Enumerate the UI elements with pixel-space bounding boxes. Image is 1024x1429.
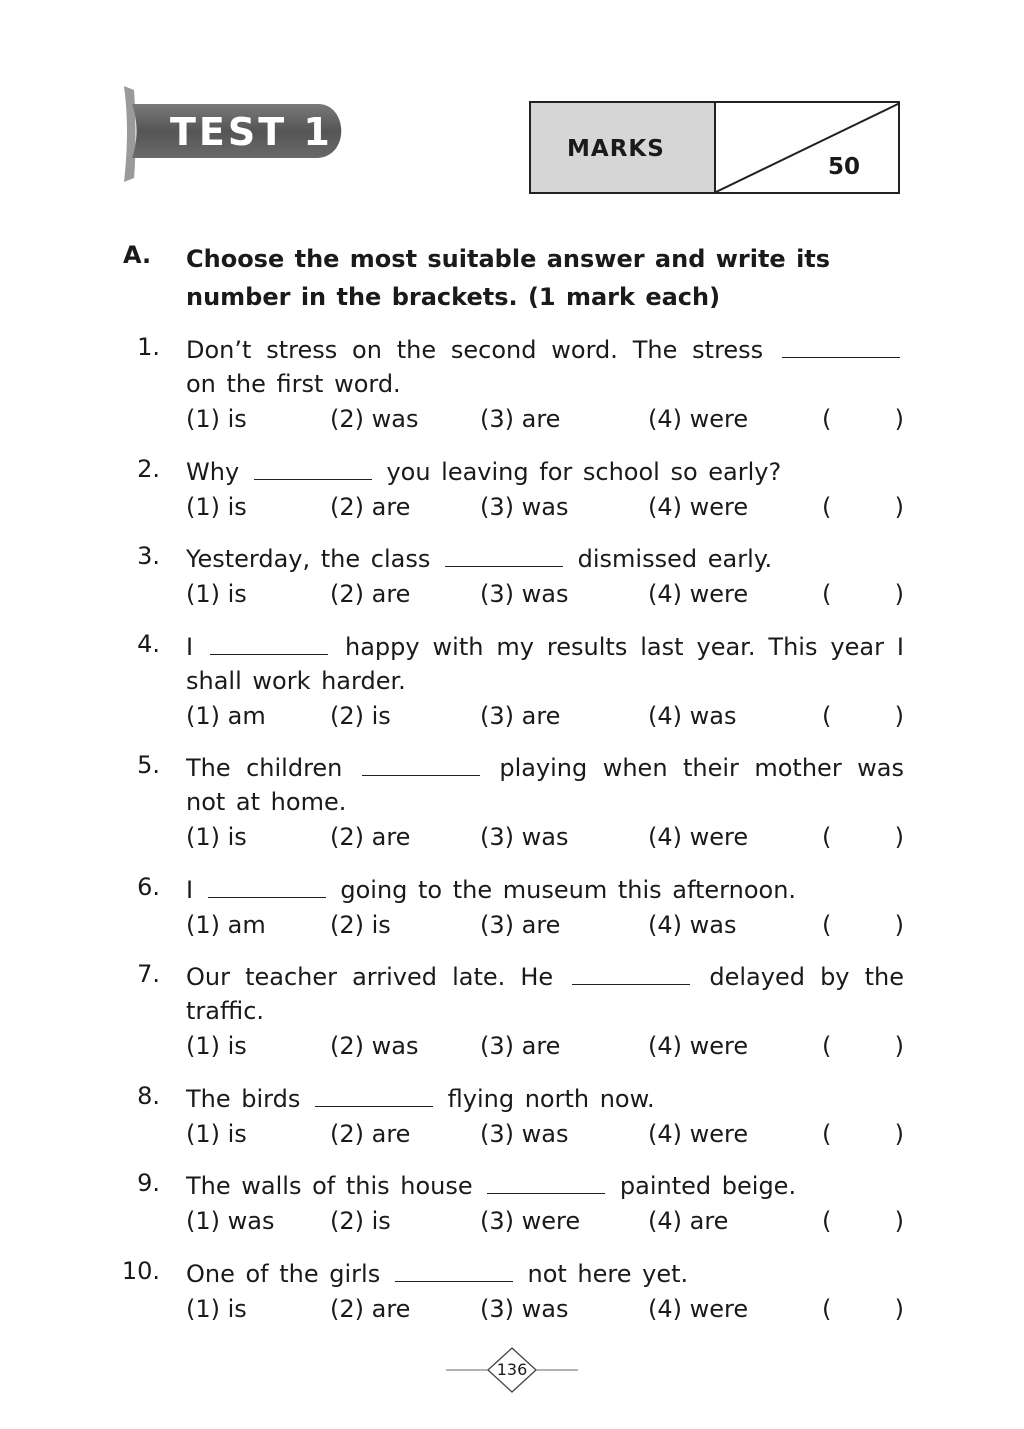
question-text-after: going to the museum this afternoon. bbox=[340, 876, 797, 904]
test-title-banner bbox=[118, 86, 354, 182]
question-text bbox=[186, 630, 904, 698]
question-text-after: painted beige. bbox=[619, 1172, 797, 1200]
answer-option: (4) were bbox=[648, 1119, 749, 1148]
question-text-before: Our teacher arrived late. He bbox=[186, 963, 554, 991]
answer-option: (2) is bbox=[330, 910, 391, 939]
question-text bbox=[186, 333, 904, 401]
question-number: 4. bbox=[137, 630, 160, 658]
question-text bbox=[186, 542, 904, 576]
answer-blank[interactable] bbox=[445, 544, 563, 567]
question-text bbox=[186, 455, 904, 489]
page-number: 136 bbox=[496, 1360, 528, 1379]
question-number: 5. bbox=[137, 751, 160, 779]
answer-blank[interactable] bbox=[254, 457, 372, 480]
answer-blank[interactable] bbox=[210, 632, 328, 655]
answer-option: (2) are bbox=[330, 1294, 411, 1323]
bracket-open: ( bbox=[822, 579, 832, 608]
bracket-close: ) bbox=[894, 1119, 904, 1148]
answer-option: (3) are bbox=[480, 910, 561, 939]
answer-option: (4) were bbox=[648, 492, 749, 521]
answer-option: (3) are bbox=[480, 1032, 561, 1060]
answer-blank[interactable] bbox=[315, 1084, 433, 1107]
answer-option: (1) am bbox=[186, 910, 266, 939]
bracket-close: ) bbox=[894, 910, 904, 939]
question-text-before: The children bbox=[186, 754, 343, 782]
answer-option: (1) was bbox=[186, 1206, 275, 1235]
question-text-before: I bbox=[186, 633, 194, 661]
question-text-after: you leaving for school so early? bbox=[386, 458, 782, 486]
marks-score-cell[interactable] bbox=[716, 103, 898, 192]
bracket-open: ( bbox=[822, 910, 832, 939]
question-text-before: The walls of this house bbox=[186, 1172, 473, 1200]
answer-option: (4) are bbox=[648, 1206, 729, 1235]
bracket-open: ( bbox=[822, 405, 832, 433]
answer-option: (1) is bbox=[186, 405, 247, 433]
answer-options bbox=[186, 577, 904, 611]
question-text bbox=[186, 1082, 904, 1116]
question-text-after: dismissed early. bbox=[577, 545, 773, 573]
answer-options bbox=[186, 908, 904, 942]
marks-box bbox=[529, 101, 900, 194]
answer-blank[interactable] bbox=[487, 1171, 605, 1194]
answer-option: (3) was bbox=[480, 492, 569, 521]
question-text-after: not here yet. bbox=[527, 1260, 689, 1288]
answer-option: (4) were bbox=[648, 579, 749, 608]
marks-label-cell bbox=[531, 103, 716, 192]
answer-options bbox=[186, 1292, 904, 1326]
question-number: 3. bbox=[137, 542, 160, 570]
answer-option: (2) are bbox=[330, 823, 411, 851]
answer-option: (2) was bbox=[330, 405, 419, 433]
answer-blank[interactable] bbox=[208, 875, 326, 898]
answer-options bbox=[186, 820, 904, 854]
answer-option: (2) is bbox=[330, 702, 391, 730]
answer-option: (2) are bbox=[330, 1119, 411, 1148]
answer-option: (3) was bbox=[480, 1294, 569, 1323]
answer-option: (4) were bbox=[648, 1294, 749, 1323]
answer-option: (4) was bbox=[648, 702, 737, 730]
answer-blank[interactable] bbox=[572, 962, 690, 985]
section-letter: A. bbox=[123, 241, 152, 269]
answer-option: (2) are bbox=[330, 492, 411, 521]
question-text bbox=[186, 873, 904, 907]
answer-options bbox=[186, 490, 904, 524]
answer-option: (1) is bbox=[186, 1294, 247, 1323]
answer-option: (3) was bbox=[480, 1119, 569, 1148]
bracket-close: ) bbox=[894, 1206, 904, 1235]
bracket-open: ( bbox=[822, 1119, 832, 1148]
bracket-open: ( bbox=[822, 823, 832, 851]
question-text bbox=[186, 751, 904, 819]
answer-option: (1) is bbox=[186, 579, 247, 608]
bracket-open: ( bbox=[822, 1206, 832, 1235]
bracket-close: ) bbox=[894, 1294, 904, 1323]
section-instruction: Choose the most suitable answer and write its number in the brackets. (1 mark each) bbox=[186, 245, 831, 311]
answer-option: (1) is bbox=[186, 823, 247, 851]
question-number: 1. bbox=[137, 333, 160, 361]
question-text-before: Yesterday, the class bbox=[186, 545, 431, 573]
answer-options bbox=[186, 1204, 904, 1238]
answer-option: (1) is bbox=[186, 1119, 247, 1148]
answer-option: (1) is bbox=[186, 1032, 247, 1060]
question-text bbox=[186, 1169, 904, 1203]
question-text-before: I bbox=[186, 876, 194, 904]
answer-option: (1) am bbox=[186, 702, 266, 730]
question-number: 6. bbox=[137, 873, 160, 901]
bracket-close: ) bbox=[894, 823, 904, 851]
answer-blank[interactable] bbox=[362, 753, 480, 776]
question-number: 10. bbox=[121, 1257, 160, 1285]
question-number: 8. bbox=[137, 1082, 160, 1110]
question-text-before: Don’t stress on the second word. The stress bbox=[186, 336, 764, 364]
answer-option: (3) were bbox=[480, 1206, 581, 1235]
answer-options bbox=[186, 699, 904, 733]
question-number: 7. bbox=[137, 960, 160, 988]
question-number: 9. bbox=[137, 1169, 160, 1197]
bracket-open: ( bbox=[822, 1294, 832, 1323]
answer-options bbox=[186, 1029, 904, 1063]
question-text-after: on the first word. bbox=[186, 370, 401, 398]
marks-label: MARKS bbox=[567, 136, 665, 162]
answer-option: (3) are bbox=[480, 702, 561, 730]
answer-option: (3) was bbox=[480, 823, 569, 851]
answer-option: (3) was bbox=[480, 579, 569, 608]
bracket-open: ( bbox=[822, 492, 832, 521]
bracket-open: ( bbox=[822, 702, 832, 730]
answer-blank[interactable] bbox=[395, 1259, 513, 1282]
question-text-after: happy with my results last year. This year I shall work harder. bbox=[186, 633, 904, 695]
answer-blank[interactable] bbox=[782, 335, 900, 358]
bracket-close: ) bbox=[894, 702, 904, 730]
answer-option: (1) is bbox=[186, 492, 247, 521]
answer-option: (4) were bbox=[648, 823, 749, 851]
question-text-after: delayed by the traffic. bbox=[186, 963, 904, 1025]
bracket-open: ( bbox=[822, 1032, 832, 1060]
answer-option: (3) are bbox=[480, 405, 561, 433]
bracket-close: ) bbox=[894, 579, 904, 608]
answer-options bbox=[186, 402, 904, 436]
bracket-close: ) bbox=[894, 492, 904, 521]
answer-option: (2) are bbox=[330, 579, 411, 608]
question-text-before: The birds bbox=[186, 1085, 301, 1113]
question-text-before: One of the girls bbox=[186, 1260, 381, 1288]
bracket-close: ) bbox=[894, 1032, 904, 1060]
answer-option: (4) were bbox=[648, 1032, 749, 1060]
question-text-after: flying north now. bbox=[447, 1085, 655, 1113]
question-number: 2. bbox=[137, 455, 160, 483]
marks-total: 50 bbox=[827, 154, 860, 180]
answer-option: (2) was bbox=[330, 1032, 419, 1060]
question-text bbox=[186, 960, 904, 1028]
page-number-badge bbox=[446, 1347, 578, 1393]
test-title: TEST 1 bbox=[170, 110, 333, 154]
marks-divider-line bbox=[716, 103, 900, 192]
answer-option: (4) was bbox=[648, 910, 737, 939]
question-text bbox=[186, 1257, 904, 1291]
question-text-before: Why bbox=[186, 458, 240, 486]
answer-option: (2) is bbox=[330, 1206, 391, 1235]
bracket-close: ) bbox=[894, 405, 904, 433]
question-text-after: playing when their mother was not at home. bbox=[186, 754, 904, 816]
answer-option: (4) were bbox=[648, 405, 749, 433]
answer-options bbox=[186, 1117, 904, 1151]
